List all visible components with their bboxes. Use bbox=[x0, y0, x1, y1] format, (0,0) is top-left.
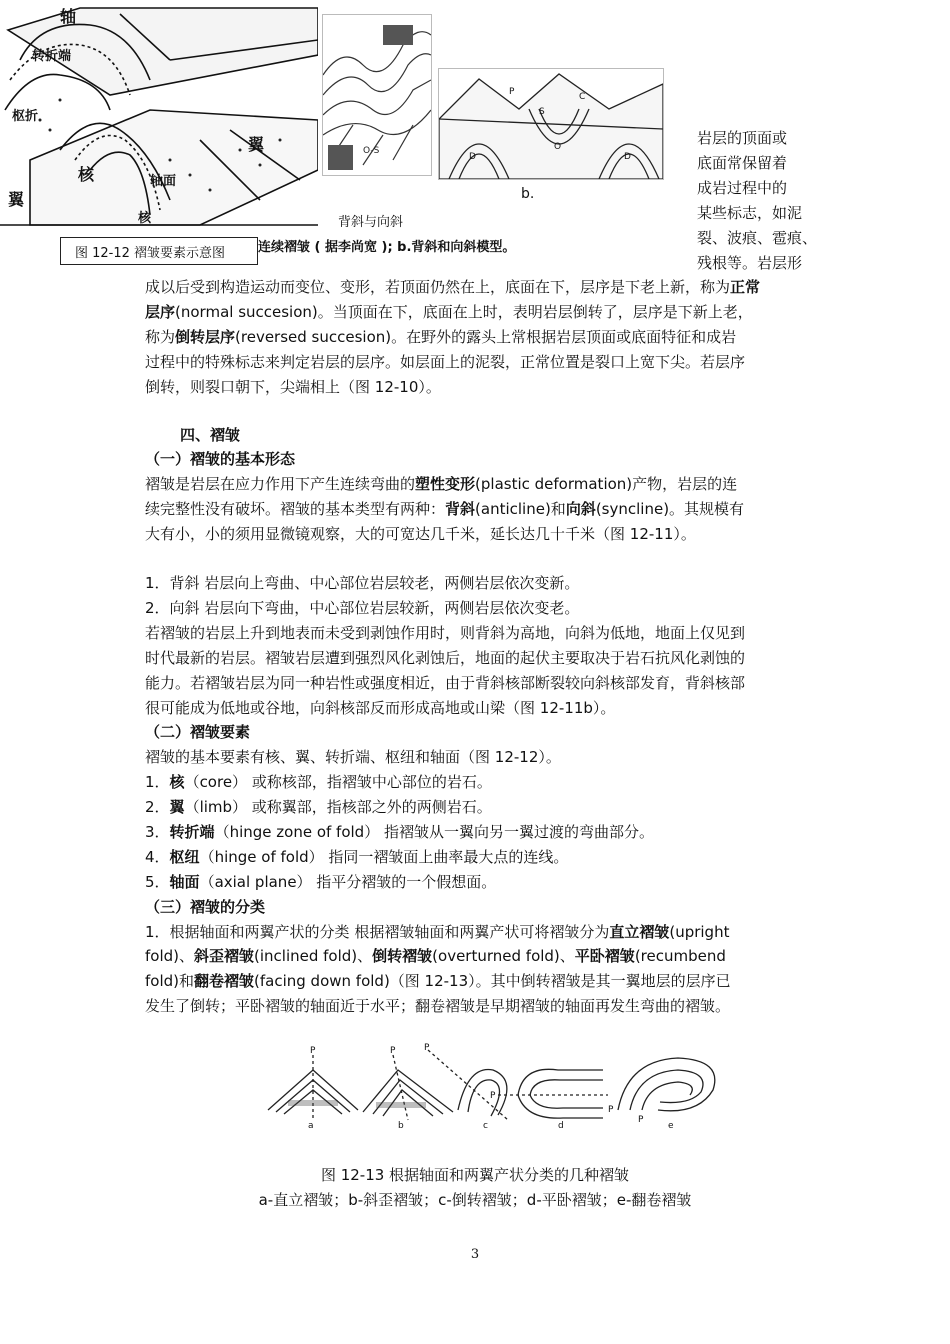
fold-model-drawing bbox=[439, 69, 663, 179]
fold-elements-figure bbox=[0, 0, 318, 235]
element-core: 1．核（core） 或称核部，指褶皱中心部位的岩石。 bbox=[145, 773, 492, 791]
para1-line2: 层序(normal succesion)。当顶面在下，底面在上时，表明岩层倒转了，层序是下新上老， bbox=[145, 303, 753, 321]
fold-elements-drawing bbox=[0, 0, 318, 235]
fold-def-line3: 大有小，小的须用显微镜观察，大的可宽达几千米，延长达几十千米（图 12-11）。 bbox=[145, 525, 696, 543]
element-hinge: 4．枢纽（hinge of fold） 指同一褶皱面上曲率最大点的连线。 bbox=[145, 848, 569, 866]
fig-b-label: b. bbox=[521, 186, 535, 202]
fig12-12-caption: 图 12-12 褶皱要素示意图 bbox=[75, 246, 226, 261]
svg-text:D: D bbox=[624, 152, 631, 162]
fold-def-line2: 续完整性没有破坏。褶皱的基本类型有两种：背斜(anticline)和向斜(syncline)。其规模有 bbox=[145, 500, 745, 518]
fold-def-line1: 褶皱是岩层在应力作用下产生连续弯曲的塑性变形(plastic deformation)产物，岩层的连 bbox=[145, 475, 738, 493]
fig12-13-legend: a-直立褶皱；b-斜歪褶皱；c-倒转褶皱；d-平卧褶皱；e-翻卷褶皱 bbox=[258, 1191, 692, 1209]
side-text-5: 裂、波痕、雹痕、 bbox=[697, 229, 818, 247]
label-core-b: 核 bbox=[138, 211, 152, 226]
side-text-3: 成岩过程中的 bbox=[697, 179, 788, 197]
panel-label-c: c bbox=[483, 1121, 488, 1131]
classification-line4: 发生了倒转；平卧褶皱的轴面近于水平；翻卷褶皱是早期褶皱的轴面再发生弯曲的褶皱。 bbox=[145, 997, 731, 1015]
syncline-item: 2．向斜 岩层向下弯曲，中心部位岩层较新，两侧岩层依次变老。 bbox=[145, 599, 580, 617]
label-limb-right: 翼 bbox=[248, 135, 265, 154]
subheading-basic-form: （一）褶皱的基本形态 bbox=[145, 450, 296, 468]
page-number: 3 bbox=[470, 1247, 480, 1262]
axis-label-c: P bbox=[424, 1043, 430, 1053]
subheading-fold-elements: （二）褶皱要素 bbox=[145, 723, 251, 741]
axis-label-d: P bbox=[490, 1091, 496, 1101]
axis-label-b: P bbox=[390, 1046, 396, 1056]
svg-text:P: P bbox=[509, 87, 515, 97]
panel-label-a: a bbox=[308, 1121, 314, 1131]
anticline-syncline-model bbox=[438, 68, 664, 180]
classification-line2: fold)、斜歪褶皱(inclined fold)、倒转褶皱(overturned fold)、平卧褶皱(recumbend bbox=[145, 947, 726, 965]
erosion-line3: 能力。若褶皱岩层为同一种岩性或强度相近，由于背斜核部断裂较向斜核部发育，背斜核部 bbox=[145, 674, 746, 692]
classification-line3: fold)和翻卷褶皱(facing down fold)（图 12-13）。其中倒转褶皱是其一翼地层的层序已 bbox=[145, 972, 731, 990]
anticline-item: 1．背斜 岩层向上弯曲、中心部位岩层较老，两侧岩层依次变新。 bbox=[145, 574, 580, 592]
classification-line1: 1．根据轴面和两翼产状的分类 根据褶皱轴面和两翼产状可将褶皱分为直立褶皱(upright bbox=[145, 923, 730, 941]
erosion-line2: 时代最新的岩层。褶皱岩层遭到强烈风化剥蚀后，地面的起伏主要取决于岩石抗风化剥蚀的 bbox=[145, 649, 746, 667]
side-text-2: 底面常保留着 bbox=[697, 154, 788, 172]
side-text-4: 某些标志，如泥 bbox=[697, 204, 803, 222]
axis-label-a: P bbox=[310, 1046, 316, 1056]
label-core-a: 核 bbox=[78, 165, 95, 184]
element-hinge-zone: 3．转折端（hinge zone of fold） 指褶皱从一翼向另一翼过渡的弯曲部分。 bbox=[145, 823, 654, 841]
fold-photo-drawing bbox=[323, 15, 431, 175]
section-heading: 四、褶皱 bbox=[180, 426, 241, 444]
fig12-11-caption: 连续褶皱 ( 据李尚宽 ); b.背斜和向斜模型。 bbox=[258, 240, 516, 255]
panel-label-d: d bbox=[558, 1121, 564, 1131]
side-text-1: 岩层的顶面或 bbox=[697, 129, 788, 147]
element-axial-plane: 5．轴面（axial plane） 指平分褶皱的一个假想面。 bbox=[145, 873, 497, 891]
para1-line5: 倒转，则裂口朝下，尖端相上（图 12-10）。 bbox=[145, 378, 441, 396]
label-limb-left: 翼 bbox=[8, 190, 25, 209]
fold-classification-figure bbox=[258, 1040, 728, 1132]
subheading-classification: （三）褶皱的分类 bbox=[145, 898, 266, 916]
svg-text:O-S: O-S bbox=[363, 146, 380, 156]
svg-text:D: D bbox=[469, 152, 476, 162]
label-axial-plane: 轴面 bbox=[150, 174, 177, 189]
label-hinge-zone: 转折端 bbox=[32, 49, 72, 64]
fig12-13-caption: 图 12-13 根据轴面和两翼产状分类的几种褶皱 bbox=[320, 1166, 630, 1184]
fold-types-drawing bbox=[258, 1040, 728, 1132]
fig12-12-caption-box bbox=[60, 237, 258, 265]
para1-line1: 成以后受到构造运动而变位、变形，若顶面仍然在上，底面在下，层序是下老上新，称为正常 bbox=[145, 278, 761, 296]
axis-label-e1: P bbox=[608, 1105, 614, 1115]
elements-intro: 褶皱的基本要素有核、翼、转折端、枢纽和轴面（图 12-12）。 bbox=[145, 748, 561, 766]
label-axis: 轴 bbox=[60, 7, 77, 26]
side-text-6: 残根等。岩层形 bbox=[697, 254, 803, 272]
erosion-line4: 很可能成为低地或谷地，向斜核部反而形成高地或山梁（图 12-11b）。 bbox=[145, 699, 616, 717]
para1-line4: 过程中的特殊标志来判定岩层的层序。如层面上的泥裂，正常位置是裂口上宽下尖。若层序 bbox=[145, 353, 746, 371]
panel-label-b: b bbox=[398, 1121, 404, 1131]
svg-text:S: S bbox=[539, 107, 545, 117]
element-limb: 2．翼（limb） 或称翼部，指核部之外的两侧岩石。 bbox=[145, 798, 492, 816]
label-hinge: 枢折 bbox=[12, 109, 39, 124]
panel-label-e: e bbox=[668, 1121, 674, 1131]
svg-text:C: C bbox=[579, 92, 586, 102]
fold-photo-sketch bbox=[322, 14, 432, 176]
fig12-11-title: 背斜与向斜 bbox=[338, 215, 404, 230]
erosion-line1: 若褶皱的岩层上升到地表而未受到剥蚀作用时，则背斜为高地，向斜为低地，地面上仅见到 bbox=[145, 624, 746, 642]
axis-label-e2: P bbox=[638, 1115, 644, 1125]
para1-line3: 称为倒转层序(reversed succesion)。在野外的露头上常根据岩层顶面或底面特征和成岩 bbox=[145, 328, 737, 346]
svg-text:O: O bbox=[554, 142, 562, 152]
